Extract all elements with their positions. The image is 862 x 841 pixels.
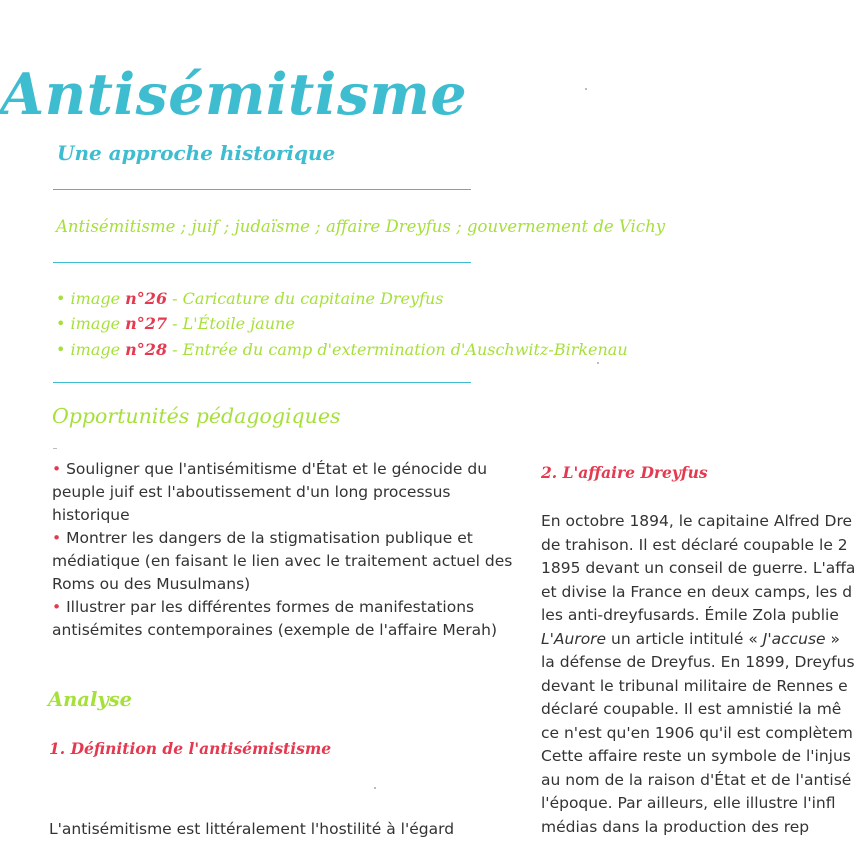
image-prefix: image [70, 289, 121, 308]
decorative-mark [53, 448, 57, 449]
bullet-icon: • [56, 340, 66, 359]
list-item-text: Souligner que l'antisémitisme d'État et le génocide du peuple juif est l'aboutissement d'un long processus historique [52, 460, 488, 524]
bullet-icon: • [56, 314, 66, 333]
image-list-item [56, 339, 628, 361]
paragraph-line: ce n'est qu'en 1906 qu'il est complètem [541, 723, 853, 742]
decorative-speck [585, 88, 587, 90]
image-label: - Caricature du capitaine Dreyfus [167, 289, 444, 308]
paragraph-line: Cette affaire reste un symbole de l'injus [541, 747, 851, 765]
list-item [52, 458, 522, 527]
image-label: - Entrée du camp d'extermination d'Auschwitz-Birkenau [167, 340, 628, 359]
page-title: Antisémitisme [0, 61, 468, 128]
paragraph-line: l'époque. Par ailleurs, elle illustre l'infl [541, 794, 836, 812]
section-title-dreyfus: 2. L'affaire Dreyfus [541, 463, 708, 482]
paragraph-line: déclaré coupable. Il est amnistié la mê [541, 700, 842, 718]
list-item-text: Illustrer par les différentes formes de manifestations antisémites contemporaines (exemple de l'affaire Merah) [52, 598, 497, 639]
paragraph-line: de trahison. Il est déclaré coupable le 2 [541, 535, 848, 554]
image-prefix: image [70, 314, 121, 333]
bullet-icon: • [52, 598, 62, 616]
image-label: - L'Étoile jaune [167, 314, 295, 333]
paragraph-line: et divise la France en deux camps, les d [541, 582, 853, 601]
definition-paragraph: L'antisémitisme est littéralement l'hostilité à l'égard [49, 820, 455, 838]
list-item [52, 527, 522, 596]
paragraph-line: L'Aurore un article intitulé « J'accuse » [541, 629, 840, 648]
paragraph-line: médias dans la production des rep [541, 817, 810, 836]
divider [53, 382, 471, 383]
bullet-icon: • [52, 460, 62, 478]
image-list-item [56, 313, 295, 335]
image-list-item [56, 288, 444, 310]
image-number: n°27 [125, 314, 168, 333]
list-item-text: Montrer les dangers de la stigmatisation publique et médiatique (en faisant le lien avec le traitement actuel des Roms ou des Musulmans) [52, 529, 513, 593]
decorative-speck [597, 362, 599, 364]
page-subtitle: Une approche historique [57, 141, 336, 165]
paragraph-line: devant le tribunal militaire de Rennes e [541, 676, 848, 695]
bullet-icon: • [56, 289, 66, 308]
keywords-line: Antisémitisme ; juif ; judaïsme ; affaire Dreyfus ; gouvernement de Vichy [56, 217, 666, 236]
section-heading-opportunities: Opportunités pédagogiques [52, 404, 341, 428]
list-item [52, 596, 522, 642]
paragraph-line: 1895 devant un conseil de guerre. L'affa [541, 559, 856, 577]
divider [53, 189, 471, 190]
divider [53, 262, 471, 263]
opportunities-list [52, 458, 522, 642]
paragraph-line: au nom de la raison d'État et de l'antisé [541, 770, 852, 789]
paragraph-line: En octobre 1894, le capitaine Alfred Dre [541, 512, 853, 530]
decorative-speck [374, 787, 376, 789]
image-number: n°28 [125, 340, 168, 359]
image-number: n°26 [125, 289, 168, 308]
paragraph-line: la défense de Dreyfus. En 1899, Dreyfus [541, 653, 855, 671]
paragraph-line: les anti-dreyfusards. Émile Zola publie [541, 606, 839, 624]
bullet-icon: • [52, 529, 62, 547]
section-title-definition: 1. Définition de l'antisémistisme [49, 739, 332, 758]
image-prefix: image [70, 340, 121, 359]
dreyfus-paragraph [541, 510, 862, 839]
section-heading-analyse: Analyse [48, 688, 133, 711]
